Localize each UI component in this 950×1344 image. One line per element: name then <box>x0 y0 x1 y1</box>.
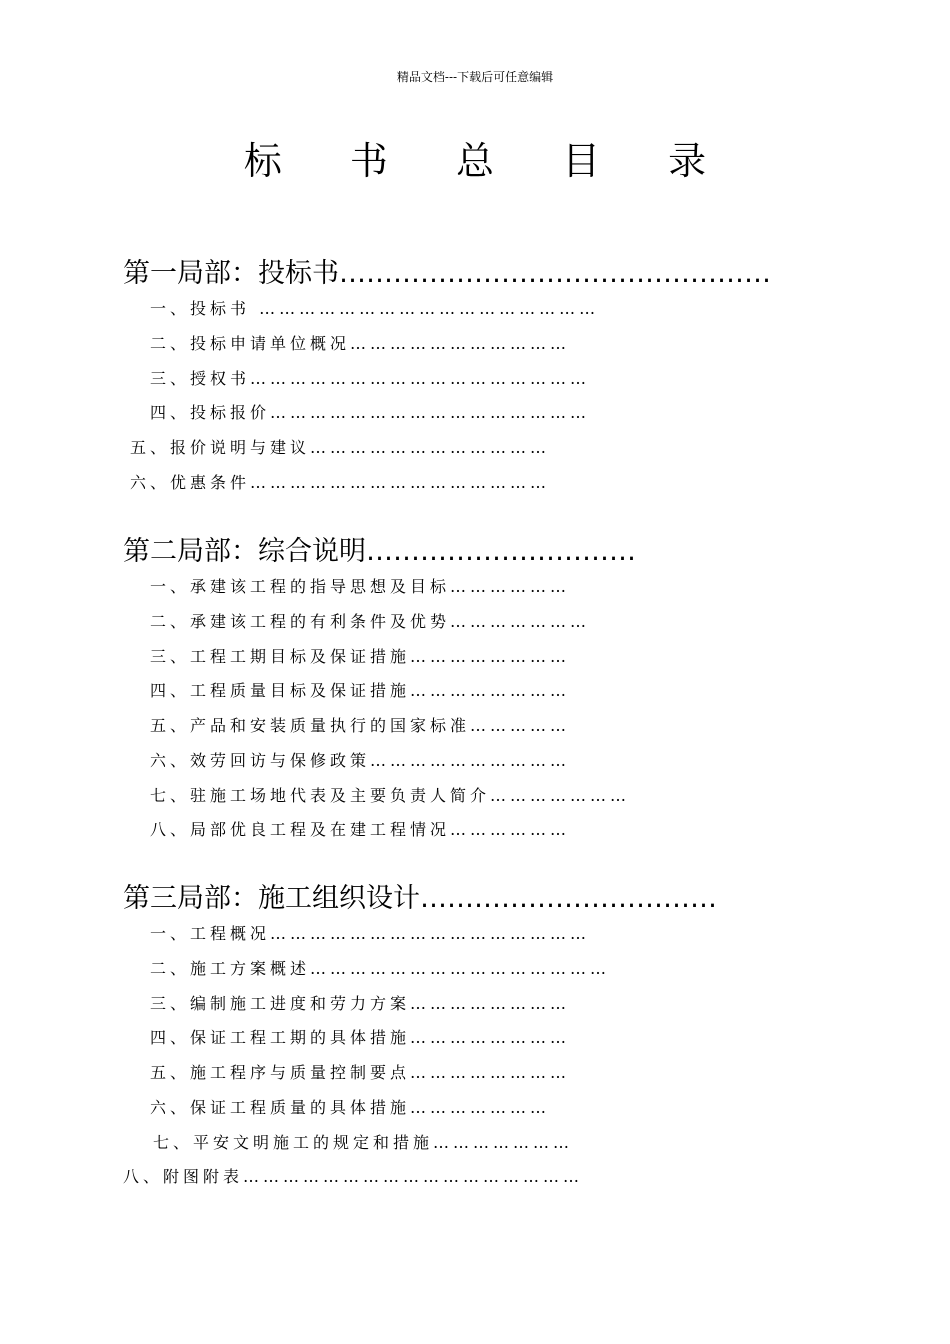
toc-item: 三、授权书…………………………………………… <box>150 369 591 388</box>
toc-item: 四、保证工程工期的具体措施…………………… <box>150 1028 571 1047</box>
toc-item: 四、投标报价………………………………………… <box>150 403 591 422</box>
page-header: 精品文档---下载后可任意编辑 <box>396 70 554 84</box>
toc-item: 六、优惠条件……………………………………… <box>130 473 551 492</box>
toc-item: 一、投标书 …………………………………………… <box>150 299 600 318</box>
toc-item: 三、编制施工进度和劳力方案…………………… <box>150 994 571 1013</box>
toc-item: 一、承建该工程的指导思想及目标……………… <box>150 577 571 596</box>
toc-item: 五、报价说明与建议……………………………… <box>130 438 551 457</box>
toc-item: 六、效劳回访与保修政策………………………… <box>150 751 571 770</box>
toc-item: 七、驻施工场地代表及主要负责人简介………………… <box>150 786 631 805</box>
toc-item: 二、投标申请单位概况…………………………… <box>150 334 571 353</box>
toc-item: 一、工程概况………………………………………… <box>150 924 591 943</box>
toc-item: 四、工程质量目标及保证措施…………………… <box>150 681 571 700</box>
toc-item: 五、施工程序与质量控制要点…………………… <box>150 1063 571 1082</box>
toc-item: 七、平安文明施工的规定和措施………………… <box>153 1133 574 1152</box>
section-heading: 第二局部：综合说明………………………… <box>123 536 636 567</box>
toc-item: 八、局部优良工程及在建工程情况……………… <box>150 820 571 839</box>
toc-item: 六、保证工程质量的具体措施………………… <box>150 1098 551 1117</box>
toc-item: 八、附图附表…………………………………………… <box>123 1167 584 1186</box>
toc-item: 五、产品和安装质量执行的国家标准…………… <box>150 716 571 735</box>
toc-item: 二、施工方案概述……………………………………… <box>150 959 611 978</box>
toc-item: 三、工程工期目标及保证措施…………………… <box>150 647 571 666</box>
section-heading: 第一局部：投标书………………………………………… <box>123 258 771 289</box>
section-heading: 第三局部：施工组织设计…………………………… <box>123 883 717 914</box>
page-title: 标 书 总 目 录 <box>243 139 735 183</box>
toc-item: 二、承建该工程的有利条件及优势………………… <box>150 612 591 631</box>
